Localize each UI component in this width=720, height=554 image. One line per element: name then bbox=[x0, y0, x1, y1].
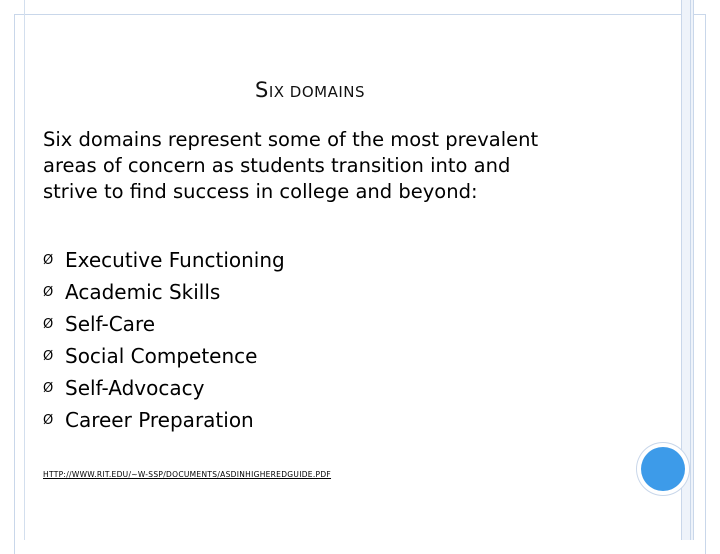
list-item-label: Academic Skills bbox=[65, 280, 221, 304]
list-item bbox=[43, 372, 285, 404]
arrow-bullet-icon: Ø bbox=[43, 284, 54, 300]
arrow-bullet-icon: Ø bbox=[43, 252, 54, 268]
frame-line-left bbox=[24, 0, 25, 540]
list-item-label: Executive Functioning bbox=[65, 248, 285, 272]
right-band-line bbox=[690, 0, 691, 540]
slide-title bbox=[255, 78, 365, 102]
list-item-label: Self-Advocacy bbox=[65, 376, 205, 400]
arrow-bullet-icon: Ø bbox=[43, 316, 54, 332]
intro-paragraph: Six domains represent some of the most prevalent areas of concern as students transition into and strive to find success in college and beyond: bbox=[43, 128, 539, 203]
arrow-bullet-icon: Ø bbox=[43, 412, 54, 428]
list-item bbox=[43, 276, 285, 308]
list-item bbox=[43, 308, 285, 340]
source-link[interactable]: HTTP://WWW.RIT.EDU/~W-SSP/DOCUMENTS/ASDINHIGHEREDGUIDE.PDF bbox=[43, 470, 332, 479]
list-item-label: Social Competence bbox=[65, 344, 258, 368]
decorative-circle bbox=[641, 447, 685, 491]
list-item bbox=[43, 244, 285, 276]
domain-list bbox=[43, 244, 285, 436]
list-item bbox=[43, 340, 285, 372]
list-item-label: Career Preparation bbox=[65, 408, 254, 432]
slide-title-initial: S bbox=[255, 78, 269, 102]
arrow-bullet-icon: Ø bbox=[43, 348, 54, 364]
slide-title-rest: IX DOMAINS bbox=[268, 83, 366, 101]
arrow-bullet-icon: Ø bbox=[43, 380, 54, 396]
list-item bbox=[43, 404, 285, 436]
list-item-label: Self-Care bbox=[65, 312, 156, 336]
